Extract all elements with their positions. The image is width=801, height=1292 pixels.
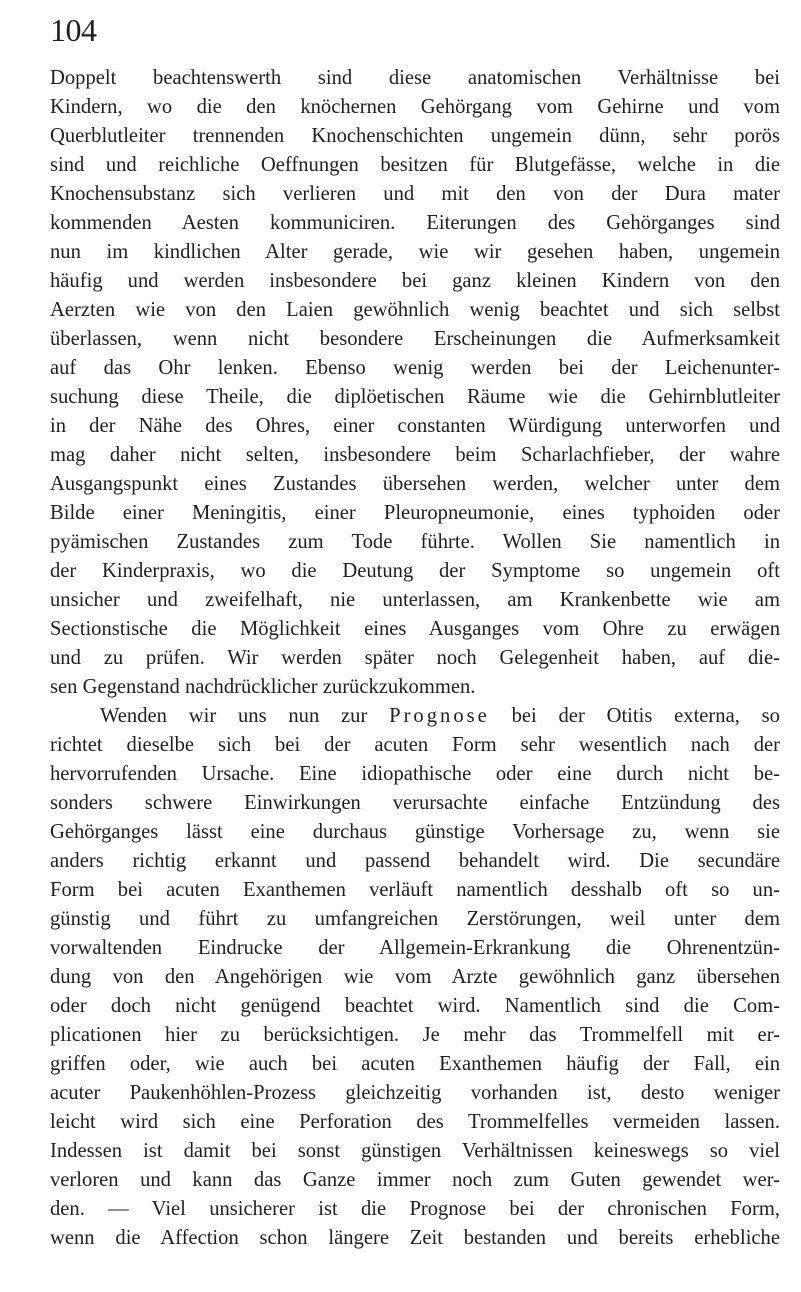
text-line: und zu prüfen. Wir werden später noch Gelegenheit haben, auf die- bbox=[50, 647, 780, 669]
text-line: wenn die Affection schon längere Zeit bestanden und bereits erhebliche bbox=[50, 1227, 780, 1249]
text-line: verloren und kann das Ganze immer noch zum Guten gewendet wer- bbox=[50, 1169, 780, 1191]
text-fragment: bei der Otitis externa, so bbox=[511, 705, 780, 727]
text-line: Sectionstische die Möglichkeit eines Ausganges vom Ohre zu erwägen bbox=[50, 618, 780, 640]
text-line: anders richtig erkannt und passend behandelt wird. Die secundäre bbox=[50, 850, 780, 872]
text-line: vorwaltenden Eindrucke der Allgemein-Erkrankung die Ohrenentzün- bbox=[50, 937, 780, 959]
text-line: oder doch nicht genügend beachtet wird. Namentlich sind die Com- bbox=[50, 995, 780, 1017]
text-line: pyämischen Zustandes zum Tode führte. Wollen Sie namentlich in bbox=[50, 531, 780, 553]
text-line: leicht wird sich eine Perforation des Trommelfelles vermeiden lassen. bbox=[50, 1111, 780, 1133]
text-line: hervorrufenden Ursache. Eine idiopathische oder eine durch nicht be- bbox=[50, 763, 780, 785]
text-line: unsicher und zweifelhaft, nie unterlassen, am Krankenbette wie am bbox=[50, 589, 780, 611]
page-number: 104 bbox=[50, 12, 97, 48]
text-line: der Kinderpraxis, wo die Deutung der Symptome so ungemein oft bbox=[50, 560, 780, 582]
text-line: Form bei acuten Exanthemen verläuft namentlich desshalb oft so un- bbox=[50, 879, 780, 901]
text-line: sind und reichliche Oeffnungen besitzen für Blutgefässe, welche in die bbox=[50, 154, 780, 176]
text-line: griffen oder, wie auch bei acuten Exanthemen häufig der Fall, ein bbox=[50, 1053, 780, 1075]
text-line: dung von den Angehörigen wie vom Arzte gewöhnlich ganz übersehen bbox=[50, 966, 780, 988]
text-line: Knochensubstanz sich verlieren und mit den von der Dura mater bbox=[50, 183, 780, 205]
text-line: auf das Ohr lenken. Ebenso wenig werden bei der Leichenunter- bbox=[50, 357, 780, 379]
paragraph-start-line bbox=[50, 702, 780, 731]
text-line: Indessen ist damit bei sonst günstigen Verhältnissen keineswegs so viel bbox=[50, 1140, 780, 1162]
text-line: in der Nähe des Ohres, einer constanten Würdigung unterworfen und bbox=[50, 415, 780, 437]
text-line: häufig und werden insbesondere bei ganz kleinen Kindern von den bbox=[50, 270, 780, 292]
text-line: Gehörganges lässt eine durchaus günstige Vorhersage zu, wenn sie bbox=[50, 821, 780, 843]
text-line: richtet dieselbe sich bei der acuten Form sehr wesentlich nach der bbox=[50, 734, 780, 756]
text-fragment: Wenden wir uns nun zur bbox=[100, 705, 368, 727]
body-text bbox=[50, 64, 780, 1253]
text-line: Querblutleiter trennenden Knochenschichten ungemein dünn, sehr porös bbox=[50, 125, 780, 147]
text-line: Doppelt beachtenswerth sind diese anatomischen Verhältnisse bei bbox=[50, 67, 780, 89]
text-line: acuter Paukenhöhlen-Prozess gleichzeitig vorhanden ist, desto weniger bbox=[50, 1082, 780, 1104]
text-line: Ausgangspunkt eines Zustandes übersehen werden, welcher unter dem bbox=[50, 473, 780, 495]
text-line: sonders schwere Einwirkungen verursachte einfache Entzündung des bbox=[50, 792, 780, 814]
spaced-emphasis-word: Prognose bbox=[389, 705, 490, 727]
text-line: suchung diese Theile, die diplöetischen Räume wie die Gehirnblutleiter bbox=[50, 386, 780, 408]
text-line: kommenden Aesten kommuniciren. Eiterungen des Gehörganges sind bbox=[50, 212, 780, 234]
text-line: überlassen, wenn nicht besondere Erscheinungen die Aufmerksamkeit bbox=[50, 328, 780, 350]
text-line: Aerzten wie von den Laien gewöhnlich wenig beachtet und sich selbst bbox=[50, 299, 780, 321]
text-line: nun im kindlichen Alter gerade, wie wir gesehen haben, ungemein bbox=[50, 241, 780, 263]
text-line: Kindern, wo die den knöchernen Gehörgang vom Gehirne und vom bbox=[50, 96, 780, 118]
text-line: Bilde einer Meningitis, einer Pleuropneumonie, eines typhoiden oder bbox=[50, 502, 780, 524]
paragraph-end-line: sen Gegenstand nachdrücklicher zurückzukommen. bbox=[50, 676, 476, 698]
text-line: den. — Viel unsicherer ist die Prognose bei der chronischen Form, bbox=[50, 1198, 780, 1220]
text-line: mag daher nicht selten, insbesondere beim Scharlachfieber, der wahre bbox=[50, 444, 780, 466]
text-line: günstig und führt zu umfangreichen Zerstörungen, weil unter dem bbox=[50, 908, 780, 930]
text-line: plicationen hier zu berücksichtigen. Je mehr das Trommelfell mit er- bbox=[50, 1024, 780, 1046]
